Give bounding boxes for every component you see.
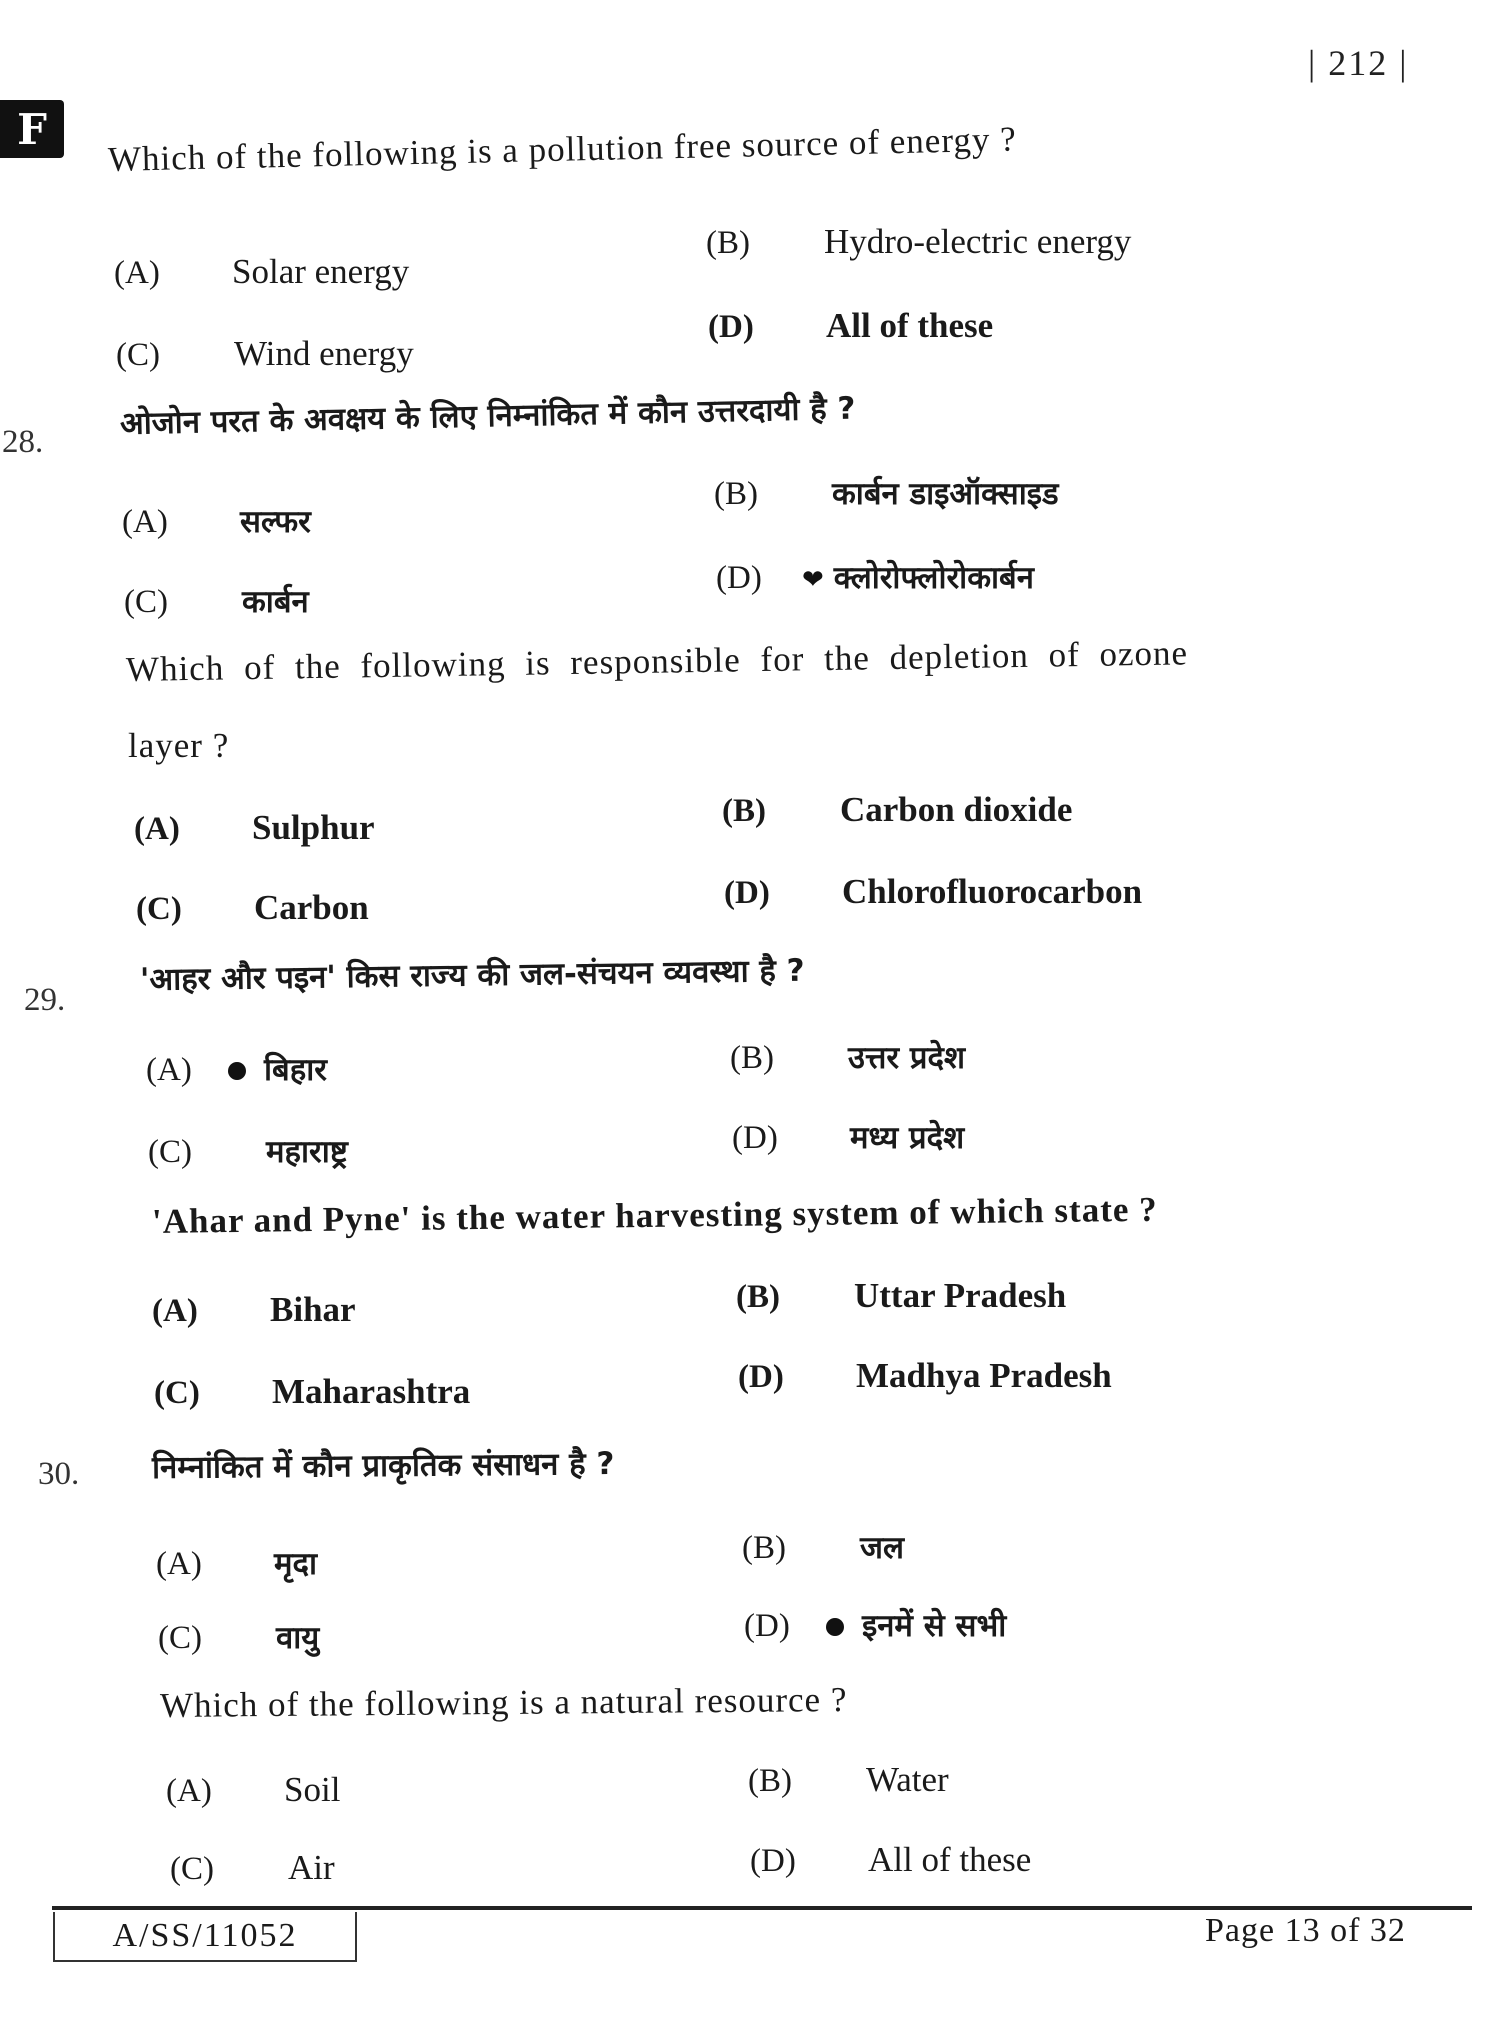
question-number: 30. — [38, 1456, 80, 1492]
option-text: Carbon — [254, 888, 369, 927]
option-text: बिहार — [264, 1052, 327, 1088]
option-label: (D) — [738, 1359, 784, 1395]
option-label: (D) — [716, 560, 762, 596]
option-c — [116, 334, 414, 374]
option-text: क्लोरोफ्लोरोकार्बन — [833, 560, 1034, 596]
option-b — [742, 1526, 904, 1568]
option-a — [122, 500, 311, 542]
option-a — [114, 252, 409, 292]
paper-code: A/SS/11052 — [53, 1912, 357, 1962]
option-b — [706, 222, 1131, 262]
option-text: Bihar — [270, 1290, 356, 1329]
option-a — [166, 1770, 340, 1810]
option-a — [156, 1542, 317, 1584]
option-label: (A) — [122, 504, 168, 540]
option-text: Wind energy — [234, 334, 414, 373]
option-text: Solar energy — [232, 252, 410, 291]
option-text: कार्बन — [242, 584, 309, 620]
question-number: 29. — [24, 982, 66, 1018]
option-a — [152, 1290, 356, 1330]
option-text: कार्बन डाइऑक्साइड — [832, 476, 1059, 512]
question-text-hindi: 'आहर और पइन' किस राज्य की जल-संचयन व्यवस्था है ? — [139, 952, 805, 998]
option-b — [736, 1276, 1066, 1316]
option-b — [748, 1760, 949, 1800]
option-label: (A) — [114, 255, 160, 291]
question-text: Which of the following is a pollution free source of energy ? — [107, 119, 1018, 179]
option-d-marked — [716, 556, 1034, 598]
page-marker: | 212 | — [1308, 43, 1409, 83]
option-text: सल्फर — [240, 504, 311, 540]
option-text: Air — [288, 1848, 335, 1887]
option-label: (C) — [136, 891, 182, 927]
option-d — [724, 872, 1142, 912]
option-label: (C) — [116, 337, 160, 373]
option-label: (B) — [706, 225, 750, 261]
option-text: इनमें से सभी — [862, 1608, 1007, 1644]
option-label: (D) — [732, 1120, 778, 1156]
question-number: 28. — [2, 424, 44, 460]
option-text: वायु — [276, 1620, 320, 1656]
option-label: (D) — [744, 1608, 790, 1644]
option-text: मध्य प्रदेश — [850, 1120, 965, 1156]
option-label: (D) — [724, 875, 770, 911]
question-text-hindi: ओजोन परत के अवक्षय के लिए निम्नांकित में कौन उत्तरदायी है ? — [119, 390, 856, 442]
option-text: Carbon dioxide — [840, 790, 1073, 829]
option-label: (B) — [722, 793, 766, 829]
option-b — [722, 790, 1072, 830]
option-text: All of these — [868, 1840, 1032, 1879]
option-text: Maharashtra — [272, 1372, 471, 1411]
option-text: मृदा — [274, 1546, 318, 1582]
option-label: (A) — [152, 1293, 198, 1329]
option-label: (A) — [134, 811, 180, 847]
option-label: (C) — [148, 1134, 192, 1170]
option-text: Uttar Pradesh — [854, 1276, 1067, 1315]
option-text: Soil — [284, 1770, 341, 1809]
answer-mark-icon — [228, 1062, 246, 1080]
answer-mark-icon: ❤ — [802, 565, 824, 594]
option-text: All of these — [826, 306, 994, 345]
option-label: (B) — [742, 1530, 786, 1566]
option-label: (D) — [750, 1843, 796, 1879]
option-text: Sulphur — [252, 808, 375, 847]
page-label: Page 13 of 32 — [1205, 1912, 1406, 1949]
option-text: Water — [866, 1760, 949, 1799]
option-c — [170, 1848, 335, 1888]
option-label: (A) — [166, 1773, 212, 1809]
option-c — [124, 580, 309, 622]
option-text: Hydro-electric energy — [824, 222, 1132, 261]
option-b — [714, 472, 1059, 514]
option-d — [738, 1356, 1112, 1396]
option-text: Chlorofluorocarbon — [842, 872, 1143, 911]
option-c — [148, 1130, 348, 1172]
set-badge: F — [0, 100, 64, 158]
option-text: Madhya Pradesh — [856, 1356, 1112, 1395]
answer-mark-icon — [826, 1618, 844, 1636]
option-d-marked — [744, 1604, 1006, 1646]
option-d — [708, 306, 993, 346]
option-label: (C) — [170, 1851, 214, 1887]
option-d — [750, 1840, 1031, 1880]
option-label: (C) — [124, 584, 168, 620]
question-text: 'Ahar and Pyne' is the water harvesting system of which state ? — [151, 1189, 1158, 1241]
option-c — [158, 1616, 319, 1658]
option-label: (B) — [736, 1279, 780, 1315]
footer-divider — [52, 1906, 1472, 1910]
option-text: महाराष्ट्र — [266, 1134, 348, 1170]
option-label: (C) — [158, 1620, 202, 1656]
option-label: (C) — [154, 1375, 200, 1411]
option-c — [136, 888, 369, 928]
option-label: (B) — [730, 1040, 774, 1076]
option-label: (B) — [748, 1763, 792, 1799]
question-text-hindi: निम्नांकित में कौन प्राकृतिक संसाधन है ? — [151, 1445, 615, 1486]
option-d — [732, 1116, 964, 1158]
option-b — [730, 1036, 965, 1078]
option-label: (D) — [708, 309, 754, 345]
option-text: उत्तर प्रदेश — [848, 1040, 966, 1076]
question-text-cont: layer ? — [128, 726, 230, 765]
option-label: (A) — [156, 1546, 202, 1582]
option-label: (A) — [146, 1052, 192, 1088]
option-a-marked — [146, 1048, 327, 1090]
option-a — [134, 808, 375, 848]
question-text: Which of the following is a natural resource ? — [159, 1680, 848, 1725]
option-label: (B) — [714, 476, 758, 512]
option-text: जल — [860, 1530, 905, 1566]
option-c — [154, 1372, 470, 1412]
question-text: Which of the following is responsible for the depletion of ozone — [125, 633, 1189, 689]
